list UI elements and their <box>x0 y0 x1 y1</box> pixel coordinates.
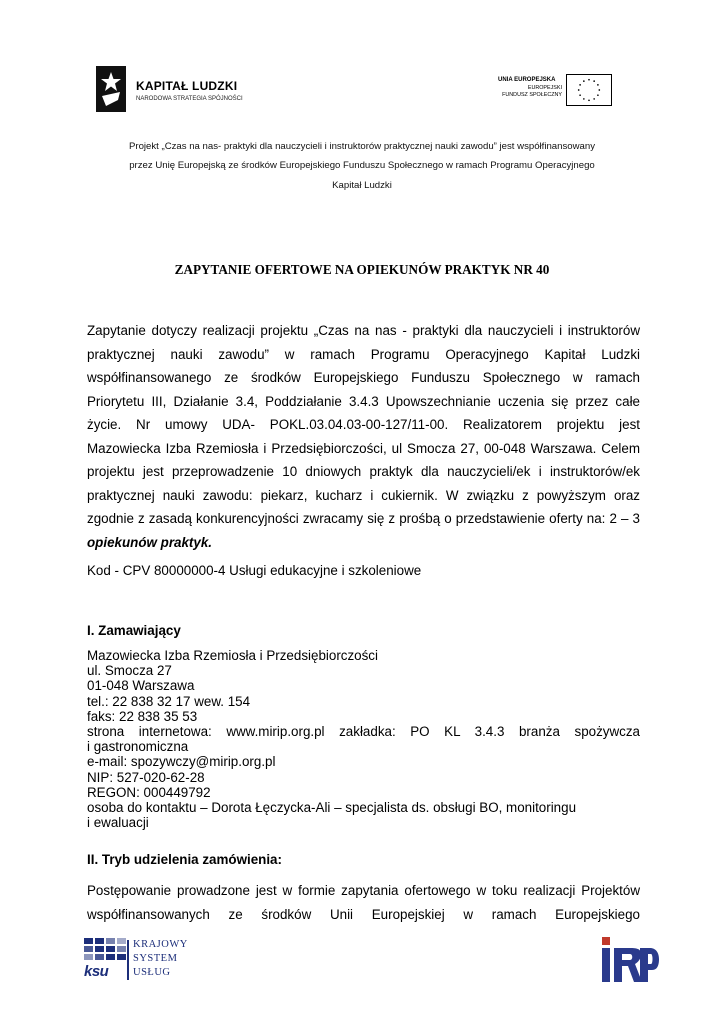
contact-line: osoba do kontaktu – Dorota Łęczycka-Ali – specjalista ds. obsługi BO, monitoringu <box>87 800 577 815</box>
contact-line: faks: 22 838 35 53 <box>87 708 198 724</box>
document-title: ZAPYTANIE OFERTOWE NA OPIEKUNÓW PRAKTYK NR 40 <box>174 262 550 277</box>
ksu-logo <box>84 938 204 982</box>
cpv-code: Kod - CPV 80000000-4 Usługi edukacyjne i szkoleniowe <box>87 563 422 578</box>
contact-line: i gastronomiczna <box>87 739 189 755</box>
ksu-word-1: KRAJOWY <box>133 939 188 950</box>
paragraph-line: praktycznej nauki zawodu” w ramach Programu Operacyjnego Kapitał Ludzki <box>87 346 640 362</box>
paragraph-line: projektu jest przeprowadzenie 10 dniowych praktyk dla nauczycieli/ek i instruktorów/ek <box>87 464 640 479</box>
paragraph-line: Priorytetu III, Działanie 3.4, Poddziałanie 3.4.3 Upowszechnianie uczenia się przez całe <box>87 393 640 409</box>
contact-line: tel.: 22 838 32 17 wew. 154 <box>87 693 251 709</box>
kapital-ludzki-title: KAPITAŁ LUDZKI <box>136 79 238 93</box>
contact-line: REGON: 000449792 <box>87 784 211 800</box>
intro-line-2: przez Unię Europejską ze środków Europejskiego Funduszu Społecznego w ramach Programu Operacyjnego <box>129 160 595 171</box>
eu-logo <box>498 74 614 106</box>
paragraph-line: życie. Nr umowy UDA- POKL.03.04.03-00-127/11-00. Realizatorem projektu jest <box>87 417 640 432</box>
intro-line-3: Kapitał Ludzki <box>332 180 392 191</box>
paragraph-emphasis: opiekunów praktyk. <box>87 534 213 550</box>
paragraph-line: praktycznej nauki zawodu: piekarz, kucharz i cukiernik. W związku z powyższym oraz <box>87 487 640 503</box>
paragraph-line: zgodnie z zasadą konkurencyjności zwracamy się z prośbą o przedstawienie oferty na: 2 – 3 <box>87 511 640 526</box>
contact-line: 01-048 Warszawa <box>87 678 195 694</box>
ksu-abbr: ksu <box>84 963 109 980</box>
paragraph-line: Zapytanie dotyczy realizacji projektu „Czas na nas - praktyki dla nauczycieli i instruktorów <box>87 323 640 338</box>
kapital-ludzki-subtitle: NARODOWA STRATEGIA SPÓJNOŚCI <box>136 96 243 102</box>
ksu-word-2: SYSTEM <box>133 953 178 964</box>
section-heading-tryb: II. Tryb udzielenia zamówienia: <box>87 852 282 867</box>
paragraph-line: Mazowiecka Izba Rzemiosła i Przedsiębiorczości, ul Smocza 27, 00-048 Warszawa. Celem <box>87 440 640 456</box>
paragraph-line: Postępowanie prowadzone jest w formie zapytania ofertowego w toku realizacji Projektów <box>87 883 640 898</box>
ksu-grid-logo-icon <box>84 938 126 964</box>
contact-line: NIP: 527-020-62-28 <box>87 769 205 785</box>
ksu-word-3: USŁUG <box>133 967 171 978</box>
irp-logo-icon <box>600 933 660 985</box>
eu-logo-line2: EUROPEJSKI <box>527 85 562 91</box>
contact-line-email: e-mail: spozywczy@mirip.org.pl <box>87 754 276 770</box>
contact-line: i ewaluacji <box>87 815 149 831</box>
eu-flag-stars-icon <box>566 74 612 106</box>
eu-logo-line3: FUNDUSZ SPOŁECZNY <box>502 92 562 98</box>
contact-line: Mazowiecka Izba Rzemiosła i Przedsiębiorczości <box>87 648 378 663</box>
intro-line-1: Projekt „Czas na nas- praktyki dla nauczycieli i instruktorów praktycznej nauki zawodu” jest współfinansowany <box>128 141 596 152</box>
section-heading-zamawiajacy: I. Zamawiający <box>87 623 181 638</box>
paragraph-line: współfinansowanego ze środków Europejskiego Funduszu Społecznego w ramach <box>87 370 640 385</box>
contact-line: ul. Smocza 27 <box>87 663 172 679</box>
kapital-ludzki-logo <box>96 66 256 112</box>
ksu-divider <box>127 940 129 980</box>
contact-line-website: strona internetowa: www.mirip.org.pl zakładka: PO KL 3.4.3 branża spożywcza <box>87 724 640 739</box>
kapital-ludzki-star-figure-icon <box>96 66 126 112</box>
paragraph-line: współfinansowanych ze środków Unii Europejskiej w ramach Europejskiego <box>87 906 640 922</box>
eu-logo-line1: UNIA EUROPEJSKA <box>498 77 556 83</box>
